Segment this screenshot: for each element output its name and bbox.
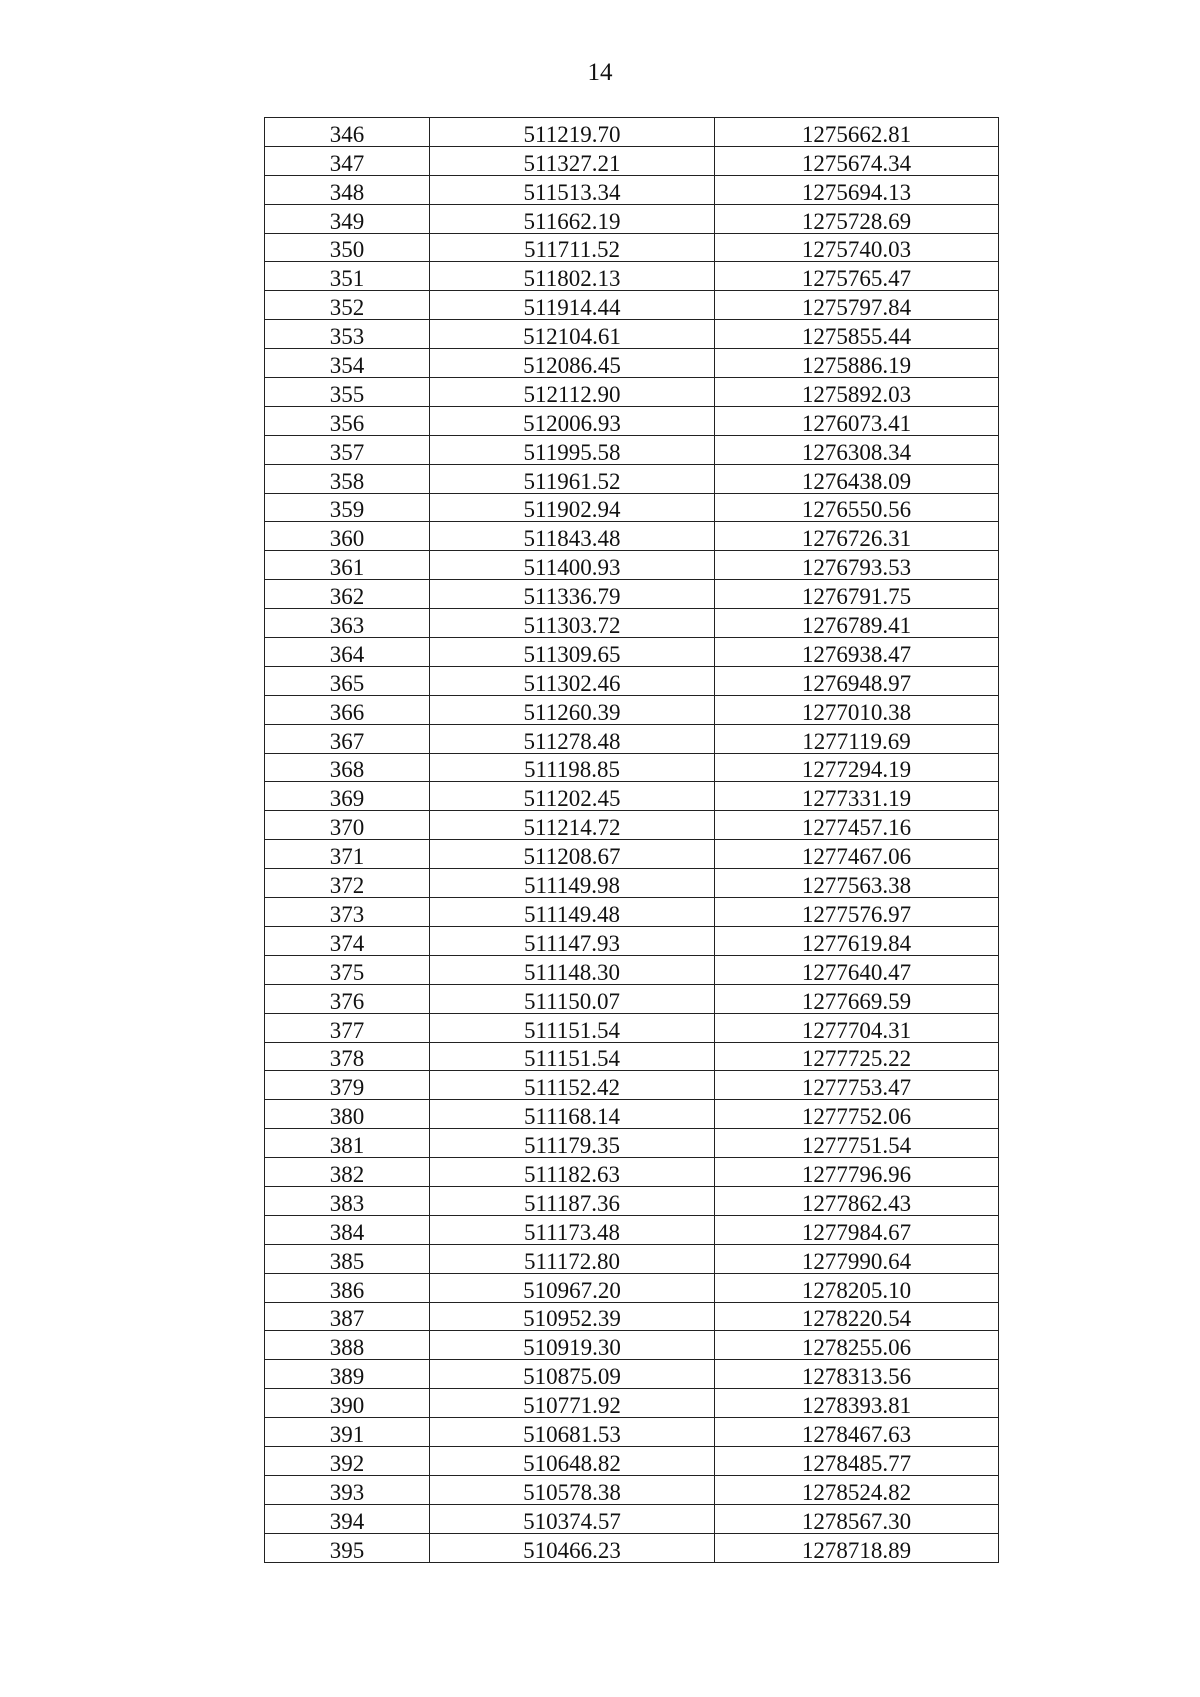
y-coordinate-cell: 1277119.69 [715,724,999,753]
point-number-cell: 368 [265,753,430,782]
y-coordinate-cell: 1277576.97 [715,898,999,927]
point-number-cell: 392 [265,1446,430,1475]
y-coordinate-cell: 1275886.19 [715,349,999,378]
y-coordinate-cell: 1277862.43 [715,1186,999,1215]
x-coordinate-cell: 510875.09 [430,1360,715,1389]
y-coordinate-cell: 1278524.82 [715,1475,999,1504]
x-coordinate-cell: 510952.39 [430,1302,715,1331]
table-row [265,522,999,551]
point-number-cell: 385 [265,1244,430,1273]
x-coordinate-cell: 511902.94 [430,493,715,522]
point-number-cell: 388 [265,1331,430,1360]
point-number-cell: 387 [265,1302,430,1331]
y-coordinate-cell: 1275674.34 [715,146,999,175]
point-number-cell: 352 [265,291,430,320]
x-coordinate-cell: 511995.58 [430,435,715,464]
table-row [265,1244,999,1273]
y-coordinate-cell: 1278220.54 [715,1302,999,1331]
y-coordinate-cell: 1275797.84 [715,291,999,320]
point-number-cell: 347 [265,146,430,175]
table-row [265,580,999,609]
x-coordinate-cell: 511214.72 [430,811,715,840]
x-coordinate-cell: 510967.20 [430,1273,715,1302]
table-row [265,464,999,493]
y-coordinate-cell: 1275662.81 [715,118,999,147]
x-coordinate-cell: 510466.23 [430,1533,715,1562]
point-number-cell: 349 [265,204,430,233]
y-coordinate-cell: 1276793.53 [715,551,999,580]
point-number-cell: 350 [265,233,430,262]
table-row [265,1013,999,1042]
table-row [265,1533,999,1562]
x-coordinate-cell: 510919.30 [430,1331,715,1360]
point-number-cell: 348 [265,175,430,204]
x-coordinate-cell: 511303.72 [430,609,715,638]
y-coordinate-cell: 1278205.10 [715,1273,999,1302]
table-row [265,291,999,320]
y-coordinate-cell: 1278255.06 [715,1331,999,1360]
point-number-cell: 372 [265,869,430,898]
table-row [265,840,999,869]
x-coordinate-cell: 511336.79 [430,580,715,609]
table-row [265,1129,999,1158]
y-coordinate-cell: 1275765.47 [715,262,999,291]
x-coordinate-cell: 511662.19 [430,204,715,233]
x-coordinate-cell: 511168.14 [430,1100,715,1129]
y-coordinate-cell: 1277752.06 [715,1100,999,1129]
y-coordinate-cell: 1277751.54 [715,1129,999,1158]
x-coordinate-cell: 512104.61 [430,320,715,349]
table-row [265,1042,999,1071]
y-coordinate-cell: 1277331.19 [715,782,999,811]
x-coordinate-cell: 511278.48 [430,724,715,753]
x-coordinate-cell: 511327.21 [430,146,715,175]
table-row [265,1273,999,1302]
table-row [265,349,999,378]
table-row [265,1071,999,1100]
table-row [265,493,999,522]
table-row [265,1186,999,1215]
x-coordinate-cell: 512006.93 [430,406,715,435]
y-coordinate-cell: 1277563.38 [715,869,999,898]
point-number-cell: 363 [265,609,430,638]
y-coordinate-cell: 1276438.09 [715,464,999,493]
y-coordinate-cell: 1275740.03 [715,233,999,262]
point-number-cell: 393 [265,1475,430,1504]
y-coordinate-cell: 1278718.89 [715,1533,999,1562]
table-row [265,753,999,782]
table-row [265,1331,999,1360]
point-number-cell: 386 [265,1273,430,1302]
point-number-cell: 380 [265,1100,430,1129]
point-number-cell: 375 [265,955,430,984]
point-number-cell: 383 [265,1186,430,1215]
point-number-cell: 359 [265,493,430,522]
point-number-cell: 364 [265,638,430,667]
point-number-cell: 391 [265,1418,430,1447]
y-coordinate-cell: 1278393.81 [715,1389,999,1418]
table-row [265,1504,999,1533]
table-row [265,1418,999,1447]
y-coordinate-cell: 1276308.34 [715,435,999,464]
table-row [265,1475,999,1504]
y-coordinate-cell: 1275694.13 [715,175,999,204]
x-coordinate-cell: 511914.44 [430,291,715,320]
y-coordinate-cell: 1277990.64 [715,1244,999,1273]
x-coordinate-cell: 511151.54 [430,1042,715,1071]
coordinates-table [264,117,999,1563]
point-number-cell: 378 [265,1042,430,1071]
y-coordinate-cell: 1276726.31 [715,522,999,551]
table-row [265,724,999,753]
table-row [265,782,999,811]
y-coordinate-cell: 1277467.06 [715,840,999,869]
point-number-cell: 346 [265,118,430,147]
table-row [265,811,999,840]
table-row [265,1158,999,1187]
y-coordinate-cell: 1277457.16 [715,811,999,840]
point-number-cell: 370 [265,811,430,840]
x-coordinate-cell: 511208.67 [430,840,715,869]
table-row [265,1446,999,1475]
table-row [265,638,999,667]
point-number-cell: 381 [265,1129,430,1158]
point-number-cell: 362 [265,580,430,609]
x-coordinate-cell: 511152.42 [430,1071,715,1100]
table-row [265,118,999,147]
x-coordinate-cell: 510771.92 [430,1389,715,1418]
y-coordinate-cell: 1277640.47 [715,955,999,984]
y-coordinate-cell: 1277796.96 [715,1158,999,1187]
x-coordinate-cell: 511182.63 [430,1158,715,1187]
y-coordinate-cell: 1277669.59 [715,984,999,1013]
point-number-cell: 355 [265,378,430,407]
x-coordinate-cell: 511219.70 [430,118,715,147]
point-number-cell: 357 [265,435,430,464]
x-coordinate-cell: 511202.45 [430,782,715,811]
x-coordinate-cell: 511260.39 [430,695,715,724]
table-row [265,695,999,724]
x-coordinate-cell: 511711.52 [430,233,715,262]
point-number-cell: 366 [265,695,430,724]
point-number-cell: 374 [265,926,430,955]
y-coordinate-cell: 1276948.97 [715,666,999,695]
point-number-cell: 353 [265,320,430,349]
table-row [265,898,999,927]
x-coordinate-cell: 511151.54 [430,1013,715,1042]
x-coordinate-cell: 512086.45 [430,349,715,378]
table-row [265,320,999,349]
y-coordinate-cell: 1277704.31 [715,1013,999,1042]
x-coordinate-cell: 510681.53 [430,1418,715,1447]
y-coordinate-cell: 1276789.41 [715,609,999,638]
x-coordinate-cell: 511187.36 [430,1186,715,1215]
y-coordinate-cell: 1276073.41 [715,406,999,435]
table-row [265,262,999,291]
point-number-cell: 367 [265,724,430,753]
x-coordinate-cell: 511843.48 [430,522,715,551]
point-number-cell: 390 [265,1389,430,1418]
table-row [265,1302,999,1331]
table-row [265,666,999,695]
x-coordinate-cell: 511961.52 [430,464,715,493]
y-coordinate-cell: 1277984.67 [715,1215,999,1244]
point-number-cell: 379 [265,1071,430,1100]
x-coordinate-cell: 510578.38 [430,1475,715,1504]
y-coordinate-cell: 1278567.30 [715,1504,999,1533]
point-number-cell: 382 [265,1158,430,1187]
table-row [265,175,999,204]
table-row [265,1389,999,1418]
point-number-cell: 365 [265,666,430,695]
table-row [265,984,999,1013]
point-number-cell: 394 [265,1504,430,1533]
y-coordinate-cell: 1275892.03 [715,378,999,407]
y-coordinate-cell: 1276791.75 [715,580,999,609]
point-number-cell: 361 [265,551,430,580]
y-coordinate-cell: 1277753.47 [715,1071,999,1100]
table-row [265,955,999,984]
y-coordinate-cell: 1275855.44 [715,320,999,349]
x-coordinate-cell: 510374.57 [430,1504,715,1533]
x-coordinate-cell: 511309.65 [430,638,715,667]
point-number-cell: 373 [265,898,430,927]
table-body [265,118,999,1563]
page-number: 14 [587,59,613,86]
y-coordinate-cell: 1278313.56 [715,1360,999,1389]
table-row [265,551,999,580]
point-number-cell: 358 [265,464,430,493]
y-coordinate-cell: 1275728.69 [715,204,999,233]
point-number-cell: 360 [265,522,430,551]
x-coordinate-cell: 511198.85 [430,753,715,782]
point-number-cell: 369 [265,782,430,811]
x-coordinate-cell: 511173.48 [430,1215,715,1244]
x-coordinate-cell: 511172.80 [430,1244,715,1273]
point-number-cell: 356 [265,406,430,435]
point-number-cell: 354 [265,349,430,378]
table-row [265,406,999,435]
table-row [265,926,999,955]
point-number-cell: 371 [265,840,430,869]
table-row [265,1100,999,1129]
table-row [265,233,999,262]
y-coordinate-cell: 1277294.19 [715,753,999,782]
point-number-cell: 395 [265,1533,430,1562]
y-coordinate-cell: 1276938.47 [715,638,999,667]
y-coordinate-cell: 1277010.38 [715,695,999,724]
x-coordinate-cell: 511802.13 [430,262,715,291]
x-coordinate-cell: 511400.93 [430,551,715,580]
x-coordinate-cell: 510648.82 [430,1446,715,1475]
x-coordinate-cell: 511179.35 [430,1129,715,1158]
point-number-cell: 376 [265,984,430,1013]
table-row [265,146,999,175]
y-coordinate-cell: 1277725.22 [715,1042,999,1071]
y-coordinate-cell: 1278467.63 [715,1418,999,1447]
table-row [265,204,999,233]
table-row [265,378,999,407]
table-row [265,1360,999,1389]
x-coordinate-cell: 511148.30 [430,955,715,984]
x-coordinate-cell: 511149.48 [430,898,715,927]
x-coordinate-cell: 511149.98 [430,869,715,898]
y-coordinate-cell: 1276550.56 [715,493,999,522]
table-row [265,435,999,464]
table-row [265,1215,999,1244]
y-coordinate-cell: 1278485.77 [715,1446,999,1475]
point-number-cell: 389 [265,1360,430,1389]
x-coordinate-cell: 511513.34 [430,175,715,204]
point-number-cell: 377 [265,1013,430,1042]
x-coordinate-cell: 511302.46 [430,666,715,695]
y-coordinate-cell: 1277619.84 [715,926,999,955]
table-row [265,609,999,638]
table-row [265,869,999,898]
x-coordinate-cell: 511150.07 [430,984,715,1013]
x-coordinate-cell: 511147.93 [430,926,715,955]
point-number-cell: 384 [265,1215,430,1244]
x-coordinate-cell: 512112.90 [430,378,715,407]
point-number-cell: 351 [265,262,430,291]
